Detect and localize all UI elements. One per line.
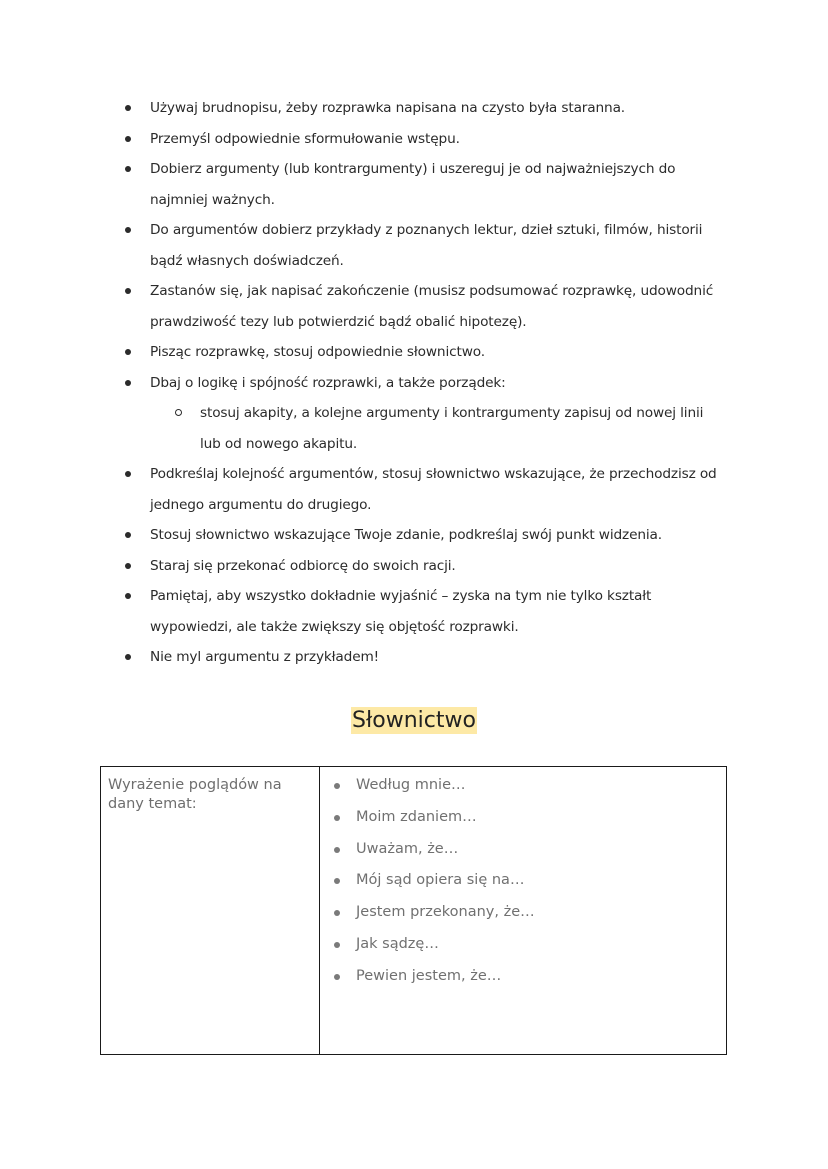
phrase-text: Uważam, że… [356,840,459,857]
phrase-item [320,834,726,866]
tip-text: Używaj brudnopisu, żeby rozprawka napisana na czysto była staranna. [150,100,626,116]
tip-item [0,276,828,337]
bullet-icon [334,815,340,821]
bullet-icon [334,847,340,853]
tip-item [0,642,828,673]
tip-item [0,459,828,520]
table-label-cell [101,767,320,1055]
phrase-item [320,802,726,834]
phrase-text: Jestem przekonany, że… [356,904,535,921]
tip-text: Stosuj słownictwo wskazujące Twoje zdanie, podkreślaj swój punkt widzenia. [150,527,662,543]
phrase-item [320,770,726,802]
table-label-text: Wyrażenie poglądów na dany temat: [108,777,282,812]
bullet-icon [125,227,131,233]
bullet-icon [125,532,131,538]
sub-tip-list [150,398,728,459]
tip-text: Przemyśl odpowiednie sformułowanie wstępu. [150,130,460,147]
tip-item [0,581,828,642]
tip-text: Nie myl argumentu z przykładem! [150,649,379,665]
tip-item [0,93,828,124]
bullet-icon [125,380,131,386]
vocabulary-table [100,766,727,1055]
writing-tips-list [0,93,828,673]
tip-text: Do argumentów dobierz przykłady z poznanych lektur, dzieł sztuki, filmów, historii bądź własnych doświadczeń. [150,222,703,269]
tip-item [0,520,828,551]
phrase-text: Moim zdaniem… [356,808,477,825]
bullet-icon [125,654,131,660]
bullet-icon [125,105,131,111]
bullet-icon [334,974,340,980]
phrase-text: Pewien jestem, że… [356,967,502,984]
bullet-icon [334,942,340,948]
tip-text: Dbaj o logikę i spójność rozprawki, a także porządek: [150,374,506,391]
phrase-item [320,897,726,929]
sub-tip-item [150,398,728,459]
bullet-icon [125,166,131,172]
bullet-icon [125,563,131,569]
bullet-icon [125,349,131,355]
hollow-bullet-icon [175,409,182,416]
tip-item [0,154,828,215]
bullet-icon [125,471,131,477]
phrase-text: Jak sądzę… [356,935,439,952]
section-title [0,704,828,738]
tip-text: Dobierz argumenty (lub kontrargumenty) i uszereguj je od najważniejszych do najmniej ważnych. [150,161,676,208]
phrase-text: Według mnie… [356,777,466,793]
bullet-icon [334,910,340,916]
tip-text: Pisząc rozprawkę, stosuj odpowiednie słownictwo. [150,344,485,360]
tip-item [0,368,828,460]
tip-text: Zastanów się, jak napisać zakończenie (musisz podsumować rozprawkę, udowodnić prawdziwość tezy lub potwierdzić bądź obalić hipotezę). [150,283,714,330]
phrase-text: Mój sąd opiera się na… [356,872,525,889]
tip-item [0,337,828,368]
bullet-icon [334,783,340,789]
table-phrases-cell [320,767,727,1055]
tip-text: Staraj się przekonać odbiorcę do swoich racji. [150,557,456,574]
tip-text: Pamiętaj, aby wszystko dokładnie wyjaśnić – zyska na tym nie tylko kształt wypowiedzi, ale także zwiększy się objętość rozprawki. [150,588,652,635]
section-title-text: Słownictwo [352,708,476,733]
bullet-icon [334,878,340,884]
tip-item [0,215,828,276]
phrase-list [320,767,726,993]
sub-tip-text: stosuj akapity, a kolejne argumenty i kontrargumenty zapisuj od nowej linii lub od nowego akapitu. [200,405,704,452]
tip-text: Podkreślaj kolejność argumentów, stosuj słownictwo wskazujące, że przechodzisz od jednego argumentu do drugiego. [150,466,717,513]
bullet-icon [125,288,131,294]
bullet-icon [125,136,131,142]
phrase-item [320,929,726,961]
table-row [101,767,727,1055]
bullet-icon [125,593,131,599]
tip-item [0,124,828,155]
tip-item [0,551,828,582]
phrase-item [320,961,726,993]
phrase-item [320,865,726,897]
